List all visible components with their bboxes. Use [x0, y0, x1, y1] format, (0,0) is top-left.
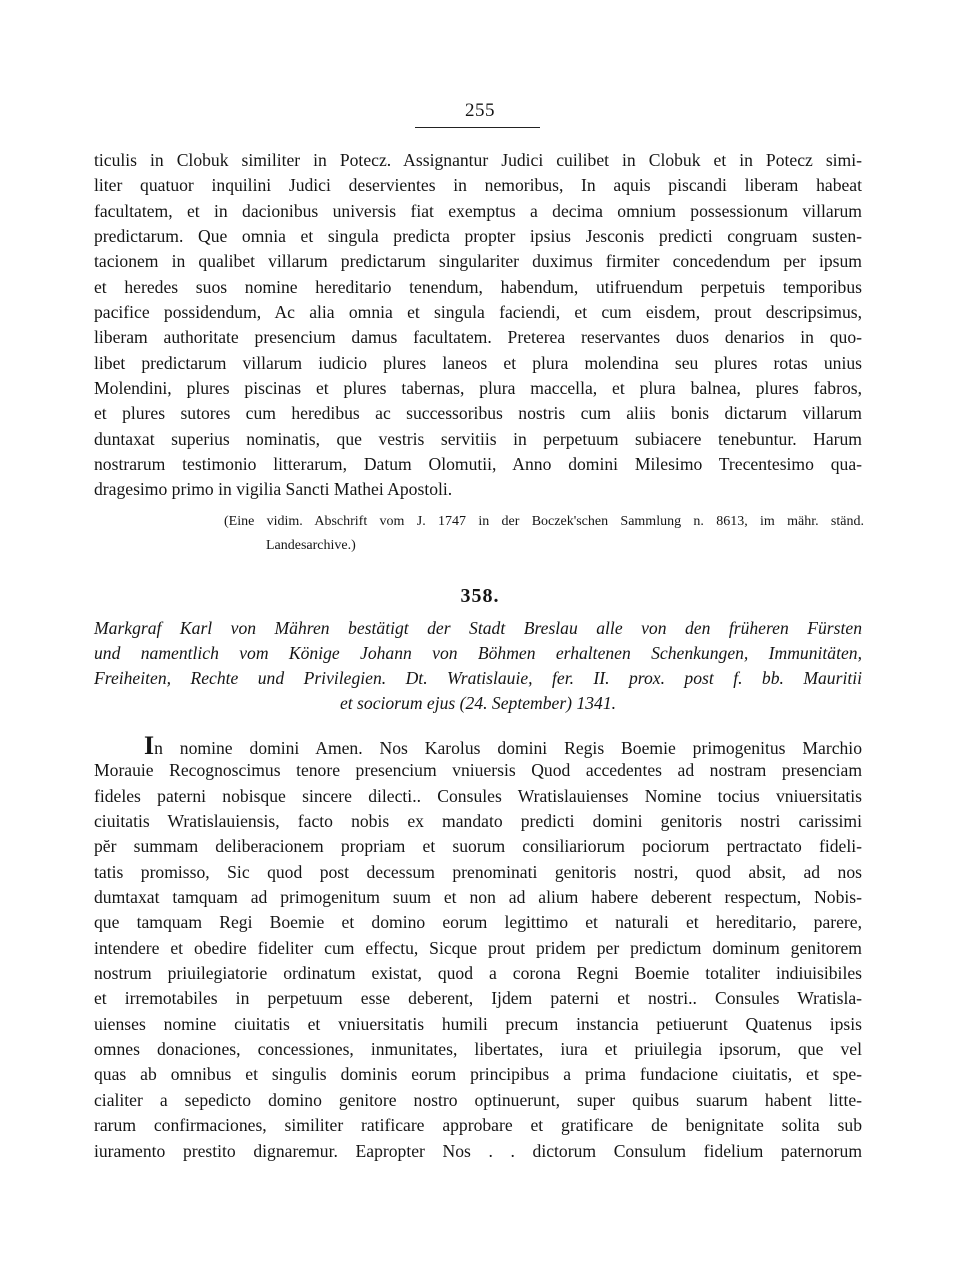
continuation-paragraph [94, 148, 862, 503]
text-line: omnes donaciones, concessiones, inmunitates, libertates, iura et priuilegia ipsorum, que vel [94, 1039, 862, 1060]
document-number: 358. [460, 585, 500, 607]
text-line: tatis promisso, Sic quod post decessum prenominati genitoris nostri, quod absit, ad nos [94, 861, 862, 882]
text-line: ticulis in Clobuk similiter in Potecz. Assignantur Judici cuilibet in Clobuk et in Potecz simi- [94, 150, 862, 170]
drop-initial: I [144, 733, 155, 759]
text-line: libet predictarum villarum iudicio plures laneos et plura molendina seu plures rotas unius [94, 352, 862, 373]
text-line: quas ab omnibus et singulis dominis eorum principibus a prima fundacione ciuitatis, et spe- [94, 1064, 862, 1085]
text-line: pacifice possidendum, Ac alia omnia et singula faciendi, et cum eisdem, prout descripsimus, [94, 302, 862, 323]
text-line: rarum confirmaciones, similiter ratificare approbare et gratificare de benignitate solita sub [94, 1115, 862, 1136]
source-note-line: (Eine vidim. Abschrift vom J. 1747 in der Boczek'schen Sammlung n. 8613, im mähr. ständ. [224, 514, 864, 529]
text-line: duntaxat superius nominatis, que vestris servitiis in perpetuum subiacere tenebuntur. Harum [94, 428, 862, 449]
source-note [224, 510, 864, 558]
text-line: intendere et obedire fideliter cum effectu, Sicque prout pridem per predictum dominum genitorem [94, 937, 862, 958]
text-line: et plures sutores cum heredibus ac successoribus nostris cum aliis bonis dictarum villarum [94, 403, 862, 424]
text-line: nostrarum testimonio litterarum, Datum Olomutii, Anno domini Milesimo Trecentesimo qua- [94, 454, 862, 475]
text-line: dumtaxat tamquam ad primogenitum suum et non ad alium habere deberent respectum, Nobis- [94, 887, 862, 908]
text-line: tacionem in qualibet villarum predictarum singulariter duximus firmiter concedendum per ipsum [94, 251, 862, 272]
text-line: dragesimo primo in vigilia Sancti Mathei Apostoli. [94, 479, 453, 500]
page-number: 255 [465, 100, 495, 121]
page-number-rule [415, 127, 540, 128]
first-line-text: n nomine domini Amen. Nos Karolus domini Regis Boemie primogenitus Marchio [154, 738, 862, 758]
heading-line: Freiheiten, Rechte und Privilegien. Dt. Wratislauie, fer. II. prox. post f. bb. Mauritii [94, 668, 862, 688]
text-line: Morauie Recognoscimus tenore presencium vniuersis Quod accedentes ad nostram presenciam [94, 760, 862, 781]
text-line: predictarum. Que omnia et singula predicta propter ipsius Jesconis predicti congruam susten- [94, 226, 862, 247]
text-line: et heredes suos nomine hereditario tenendum, habendum, utifruendum perpetuis temporibus [94, 276, 862, 297]
text-line: iuramento prestito dignaremur. Eapropter Nos . . dictorum Consulum fidelium paternorum [94, 1140, 862, 1161]
document-heading [94, 616, 862, 716]
text-line: cialiter a sepedicto domino genitore nostro optinuerunt, super quibus suarum habent litte- [94, 1089, 862, 1110]
text-line: nostrum priuilegiatorie ordinatum existat, quod a corona Regni Boemie totaliter indiuisibiles [94, 963, 862, 984]
text-line: Molendini, plures piscinas et plures tabernas, plura maccella, et plura balnea, plures fabros, [94, 378, 862, 399]
source-note-line: Landesarchive.) [266, 538, 356, 553]
heading-line: und namentlich vom Könige Johann von Böhmen erhaltenen Schenkungen, Immunitäten, [94, 643, 862, 663]
heading-line: et sociorum ejus (24. September) 1341. [339, 693, 617, 713]
text-line: que tamquam Regi Boemie et domino eorum legittimo et naturali et hereditario, parere, [94, 912, 862, 933]
text-line: et irremotabiles in perpetuum esse deberent, Ijdem paterni et nostri.. Consules Wratisla- [94, 988, 862, 1009]
text-line: fideles paterni nobisque sincere dilecti.. Consules Wratislauienses Nomine tocius vniuersitatis [94, 785, 862, 806]
text-line: ciuitatis Wratislauiensis, facto nobis ex mandato predicti domini genitoris nostri carissimi [94, 811, 862, 832]
text-line: liter quatuor inquilini Judici deservientes in nemoribus, In aquis piscandi liberam habeat [94, 175, 862, 196]
text-line: liberam authoritate presencium damus facultatem. Preterea reservantes duos denarios in quo- [94, 327, 862, 348]
text-line: facultatem, et in dacionibus universis fiat exemptus a decima omnium possessionum villarum [94, 200, 862, 221]
body-first-line [94, 733, 862, 758]
heading-line: Markgraf Karl von Mähren bestätigt der Stadt Breslau alle von den früheren Fürsten [94, 618, 862, 638]
text-line: uienses nomine ciuitatis et vniuersitatis humili precum instancia petiuerunt Quatenus ipsis [94, 1013, 862, 1034]
document-body [94, 733, 862, 1164]
text-line: pĕr summam deliberacionem propriam et suorum consiliariorum pociorum pertractato fideli- [94, 836, 862, 857]
